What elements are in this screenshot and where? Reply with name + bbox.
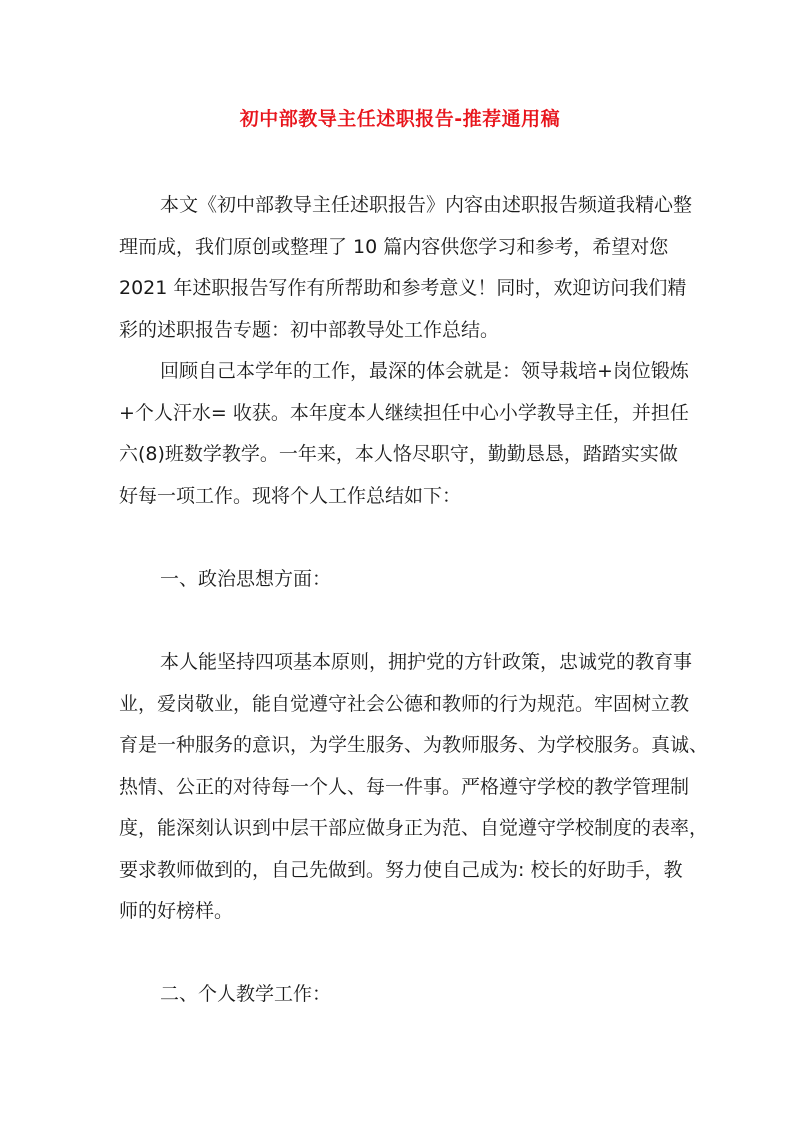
paragraph-1-line-2: 理而成，我们原创或整理了 10 篇内容供您学习和参考，希望对您 — [119, 236, 669, 258]
section-heading-1: 一、政治思想方面： — [160, 568, 332, 590]
paragraph-2-line-4: 好每一项工作。现将个人工作总结如下： — [119, 485, 462, 507]
section-heading-2: 二、个人教学工作： — [160, 983, 332, 1005]
paragraph-1-line-1: 本文《初中部教导主任述职报告》内容由述职报告频道我精心整 — [160, 194, 693, 216]
paragraph-3-line-5: 度，能深刻认识到中层干部应做身正为范、自觉遵守学校制度的表率， — [119, 817, 709, 839]
paragraph-3-line-6: 要求教师做到的，自己先做到。努力使自己成为: 校长的好助手，教 — [119, 859, 683, 881]
paragraph-1-line-3: 2021 年述职报告写作有所帮助和参考意义！同时，欢迎访问我们精 — [119, 277, 687, 299]
paragraph-3-line-3: 育是一种服务的意识，为学生服务、为教师服务、为学校服务。真诚、 — [119, 734, 709, 756]
document-title: 初中部教导主任述职报告-推荐通用稿 — [239, 108, 561, 130]
paragraph-2-line-3: 六(8)班数学教学。一年来，本人恪尽职守，勤勤恳恳，踏踏实实做 — [119, 443, 678, 465]
paragraph-3-line-1: 本人能坚持四项基本原则，拥护党的方针政策，忠诚党的教育事 — [160, 651, 693, 673]
paragraph-2-line-1: 回顾自己本学年的工作，最深的体会就是：领导栽培+岗位锻炼 — [160, 360, 689, 382]
paragraph-3-line-7: 师的好榜样。 — [119, 900, 234, 922]
paragraph-3-line-4: 热情、公正的对待每一个人、每一件事。严格遵守学校的教学管理制 — [119, 776, 690, 798]
paragraph-3-line-2: 业，爱岗敬业，能自觉遵守社会公德和教师的行为规范。牢固树立教 — [119, 693, 690, 715]
paragraph-1-line-4: 彩的述职报告专题：初中部教导处工作总结。 — [119, 319, 500, 341]
paragraph-2-line-2: +个人汗水= 收获。本年度本人继续担任中心小学教导主任，并担任 — [119, 402, 689, 424]
